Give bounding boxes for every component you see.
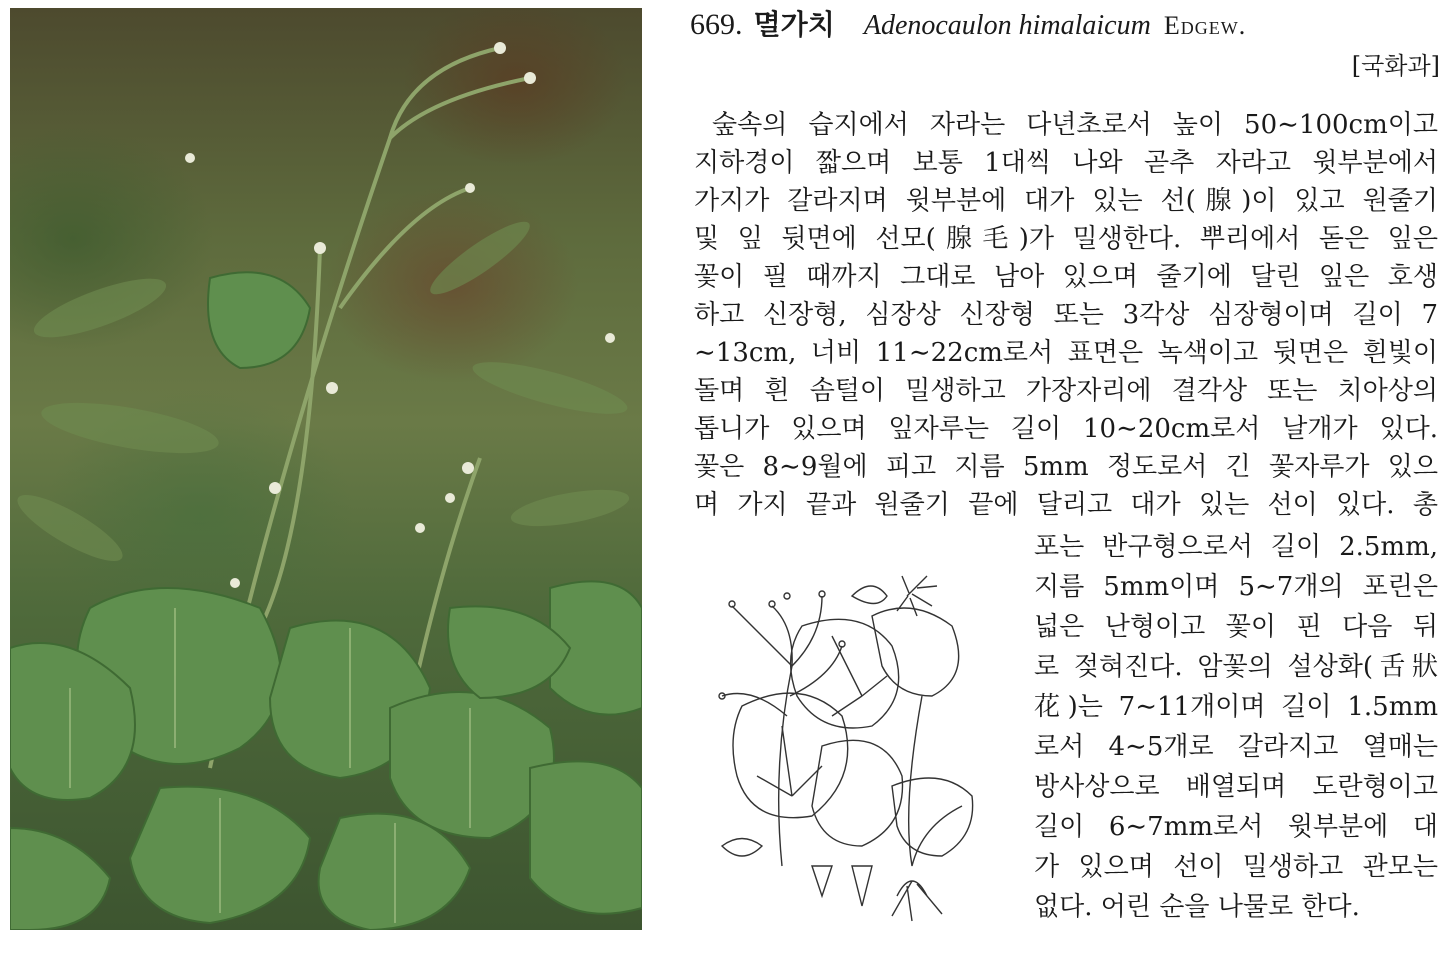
family-name: [국화과] xyxy=(1351,52,1440,80)
body-line: 꽃은 8∼9월에 피고 지름 5mm 정도로서 긴 꽃자루가 있으 xyxy=(694,452,1438,482)
entry-number: 669. xyxy=(690,8,743,41)
entry-title xyxy=(690,4,1430,46)
body-line: 하고 신장형, 심장상 신장형 또는 3각상 심장형이며 길이 7 xyxy=(694,300,1438,330)
body-line: 톱니가 있으며 잎자루는 길이 10∼20cm로서 날개가 있다. xyxy=(694,414,1438,444)
scientific-name: Adenocaulon himalaicum xyxy=(863,10,1151,41)
body-line: 없다. 어린 순을 나물로 한다. xyxy=(1034,892,1360,922)
body-line: 방사상으로 배열되며 도란형이고 xyxy=(1034,772,1438,802)
body-line: 숲속의 습지에서 자라는 다년초로서 높이 50∼100cm이고 xyxy=(712,110,1438,140)
body-line: 며 가지 끝과 원줄기 끝에 달리고 대가 있는 선이 있다. 총 xyxy=(694,490,1438,520)
author-name: Edgew. xyxy=(1163,11,1247,40)
botanical-illustration xyxy=(712,566,982,926)
body-line: 가 있으며 선이 밀생하고 관모는 xyxy=(1034,852,1438,882)
body-line: 지름 5mm이며 5∼7개의 포린은 xyxy=(1034,572,1438,602)
korean-name: 멸가치 xyxy=(753,8,835,41)
body-line: 花)는 7∼11개이며 길이 1.5mm xyxy=(1034,692,1438,722)
body-line: 지하경이 짧으며 보통 1대씩 나와 곧추 자라고 윗부분에서 xyxy=(694,148,1438,178)
body-line: 로서 4∼5개로 갈라지고 열매는 xyxy=(1034,732,1438,762)
body-line: 넓은 난형이고 꽃이 핀 다음 뒤 xyxy=(1034,612,1438,642)
body-line: ∼13cm, 너비 11∼22cm로서 표면은 녹색이고 뒷면은 흰빛이 xyxy=(694,338,1438,368)
body-line: 꽃이 필 때까지 그대로 남아 있으며 줄기에 달린 잎은 호생 xyxy=(694,262,1438,292)
body-line: 길이 6∼7mm로서 윗부분에 대 xyxy=(1034,812,1438,842)
body-line: 가지가 갈라지며 윗부분에 대가 있는 선(腺)이 있고 원줄기 xyxy=(694,186,1438,216)
body-line: 돌며 흰 솜털이 밀생하고 가장자리에 결각상 또는 치아상의 xyxy=(694,376,1438,406)
body-line: 포는 반구형으로서 길이 2.5mm, xyxy=(1034,532,1438,562)
body-line: 로 젖혀진다. 암꽃의 설상화(舌狀 xyxy=(1034,652,1438,682)
plant-photo xyxy=(10,8,642,930)
body-line: 및 잎 뒷면에 선모(腺毛)가 밀생한다. 뿌리에서 돋은 잎은 xyxy=(694,224,1438,254)
